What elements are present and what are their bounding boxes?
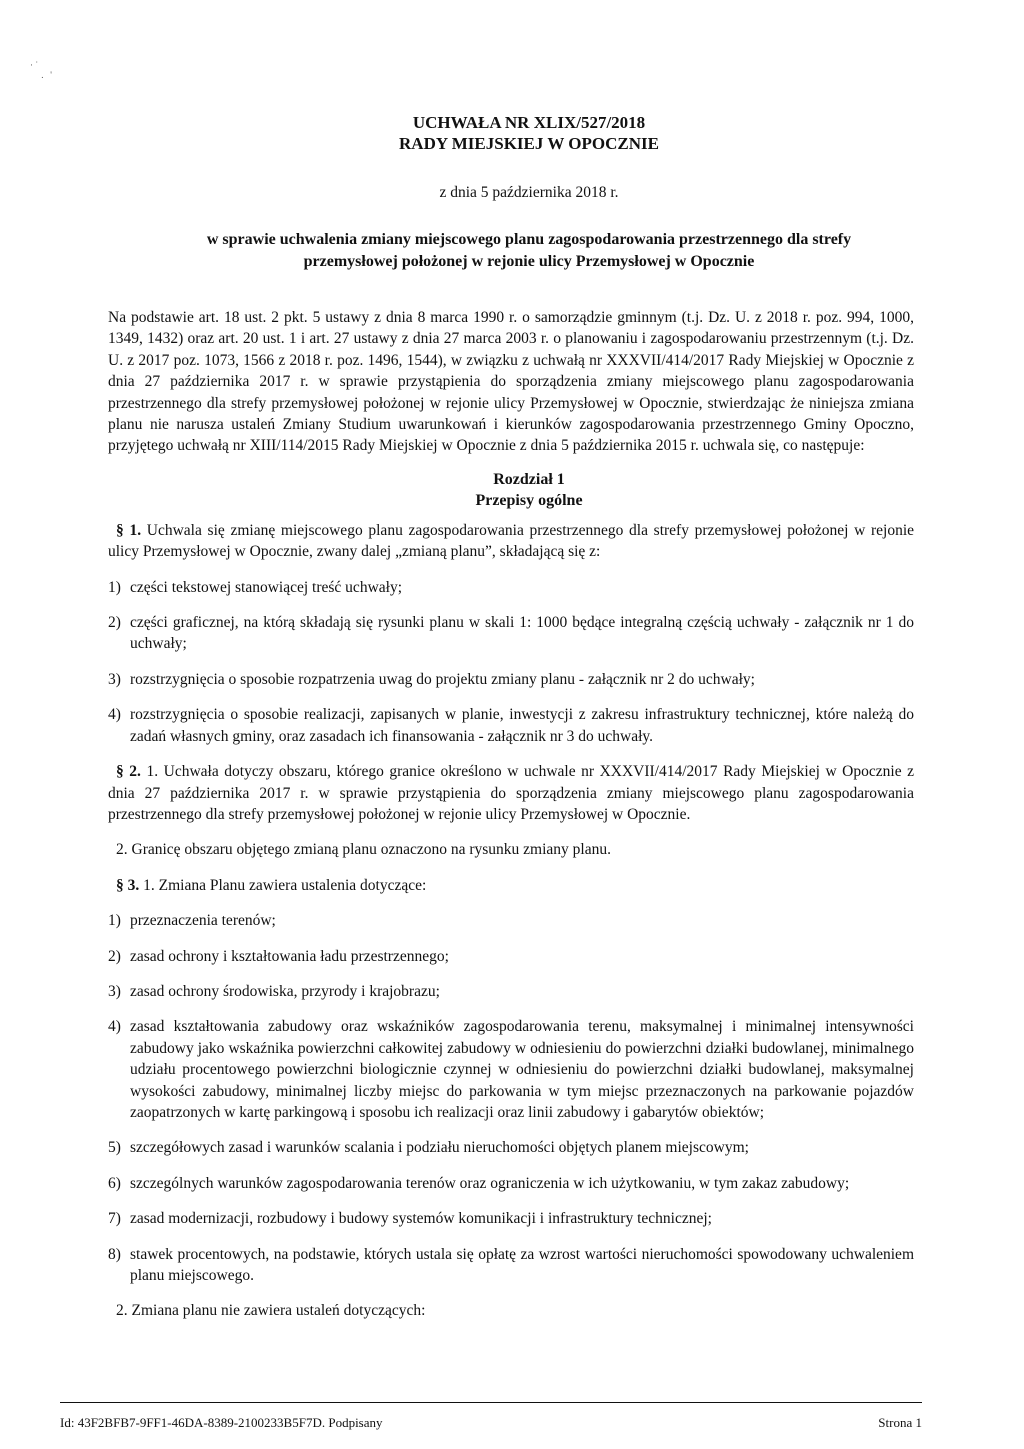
legal-basis-paragraph: Na podstawie art. 18 ust. 2 pkt. 5 ustawy z dnia 8 marca 1990 r. o samorządzie gminnym (t.j. Dz. U. z 2018 r. poz. 994, 1000, 1349, 1432) oraz art. 20 ust. 1 i art. 27 ustawy z dnia 27 marca 2003 r. o planowaniu i zagospodarowaniu przestrzennym (t.j. Dz. U. z 2017 poz. 1073, 1566 z 2018 r. poz. 1496, 1544), w związku z uchwałą nr XXXVII/414/2017 Rady Miejskiej w Opocznie z dnia 27 października 2017 r. w sprawie przystąpienia do sporządzenia zmiany miejscowego planu zagospodarowania przestrzennego dla strefy przemysłowej położonej w rejonie ulicy Przemysłowej w Opocznie, stwierdzając że niniejsza zmiana planu nie narusza ustaleń Zmiany Studium uwarunkowań i kierunków zagospodarowania przestrzennego Gminy Opoczno, przyjętego uchwałą nr XIII/114/2015 Rady Miejskiej w Opocznie z dnia 5 października 2015 r. uchwala się, co następuje: bbox=[108, 309, 914, 455]
chapter-label: Rozdział 1 bbox=[493, 470, 565, 488]
subject-line-2: przemysłowej położonej w rejonie ulicy Przemysłowej w Opocznie bbox=[303, 253, 755, 270]
section-1-text: Uchwala się zmianę miejscowego planu zagospodarowania przestrzennego dla strefy przemysłowej położonej w rejonie ulicy Przemysłowej w Opocznie, zwany dalej „zmianą planu”, składającą się z: bbox=[108, 521, 915, 561]
item-number: 2) bbox=[108, 614, 121, 632]
section-3-mark: § 3. bbox=[116, 876, 140, 894]
list-item bbox=[108, 704, 914, 747]
item-text: rozstrzygnięcia o sposobie realizacji, zapisanych w planie, inwestycji z zakresu infrastruktury technicznej, które należą do zadań własnych gminy, oraz zasadach ich finansowania - załącznik nr 3 do uchwały. bbox=[130, 706, 914, 745]
item-text: stawek procentowych, na podstawie, których ustala się opłatę za wzrost wartości nieruchomości spowodowany uchwaleniem planu miejscowego. bbox=[130, 1245, 914, 1284]
title-line-1: UCHWAŁA NR XLIX/527/2018 bbox=[412, 113, 646, 132]
item-number: 2) bbox=[108, 947, 121, 965]
item-number: 4) bbox=[108, 706, 121, 724]
chapter-heading bbox=[144, 469, 914, 511]
item-number: 4) bbox=[108, 1018, 121, 1036]
list-item bbox=[108, 981, 914, 1002]
item-text: części tekstowej stanowiącej treść uchwały; bbox=[130, 578, 402, 596]
document-page bbox=[108, 112, 914, 1322]
page-footer bbox=[60, 1402, 922, 1431]
resolution-date: z dnia 5 października 2018 r. bbox=[439, 184, 619, 201]
resolution-title bbox=[144, 112, 914, 154]
item-number: 8) bbox=[108, 1245, 121, 1263]
item-text: zasad ochrony i kształtowania ładu przestrzennego; bbox=[130, 947, 449, 965]
section-1-mark: § 1. bbox=[116, 521, 142, 539]
title-line-2: RADY MIEJSKIEJ W OPOCZNIE bbox=[399, 134, 659, 153]
document-id: Id: 43F2BFB7-9FF1-46DA-8389-2100233B5F7D. Podpisany bbox=[60, 1415, 383, 1430]
section-2-paragraph-1: 1. Uchwała dotyczy obszaru, którego granice określono w uchwale nr XXXVII/414/2017 Rady Miejskiej w Opocznie z dnia 27 października 2017 r. w sprawie przystąpienia do sporządzenia zmiany miejscowego planu zagospodarowania przestrzennego dla strefy przemysłowej położonej w rejonie ulicy Przemysłowej w Opocznie. bbox=[108, 763, 914, 823]
item-text: przeznaczenia terenów; bbox=[130, 912, 276, 930]
item-text: zasad ochrony środowiska, przyrody i krajobrazu; bbox=[130, 982, 440, 1000]
list-item bbox=[108, 669, 914, 690]
list-item bbox=[108, 1244, 914, 1287]
list-item bbox=[108, 1173, 914, 1194]
section-1-list bbox=[108, 577, 914, 747]
item-text: szczególnych warunków zagospodarowania terenów oraz ograniczenia w ich użytkowaniu, w tym zakaz zabudowy; bbox=[130, 1174, 850, 1192]
scan-specks: · ˙ . ' bbox=[30, 60, 52, 80]
item-number: 5) bbox=[108, 1139, 121, 1157]
item-number: 3) bbox=[108, 982, 121, 1000]
item-number: 6) bbox=[108, 1174, 121, 1192]
section-2 bbox=[108, 761, 914, 825]
section-2-paragraph-2: 2. Granicę obszaru objętego zmianą planu oznaczono na rysunku zmiany planu. bbox=[116, 841, 611, 859]
item-text: rozstrzygnięcia o sposobie rozpatrzenia uwag do projektu zmiany planu - załącznik nr 2 do uchwały; bbox=[130, 670, 755, 688]
list-item bbox=[108, 577, 914, 598]
item-number: 1) bbox=[108, 578, 121, 596]
item-text: części graficznej, na którą składają się rysunki planu w skali 1: 1000 będące integralną częścią uchwały - załącznik nr 1 do uchwały; bbox=[130, 614, 914, 653]
page-number: Strona 1 bbox=[878, 1415, 922, 1430]
item-number: 3) bbox=[108, 670, 121, 688]
resolution-subject bbox=[144, 229, 914, 273]
section-3 bbox=[108, 875, 914, 896]
list-item bbox=[108, 1137, 914, 1158]
item-number: 7) bbox=[108, 1210, 121, 1228]
section-3-list bbox=[108, 910, 914, 1286]
section-1 bbox=[108, 520, 914, 563]
subject-line-1: w sprawie uchwalenia zmiany miejscowego planu zagospodarowania przestrzennego dla strefy bbox=[206, 231, 852, 248]
item-number: 1) bbox=[108, 912, 121, 930]
section-3-paragraph-2: 2. Zmiana planu nie zawiera ustaleń dotyczących: bbox=[116, 1302, 426, 1320]
section-2-mark: § 2. bbox=[116, 763, 141, 781]
item-text: zasad modernizacji, rozbudowy i budowy systemów komunikacji i infrastruktury technicznej; bbox=[130, 1210, 712, 1228]
item-text: szczegółowych zasad i warunków scalania i podziału nieruchomości objętych planem miejscowym; bbox=[130, 1139, 749, 1157]
list-item bbox=[108, 946, 914, 967]
list-item bbox=[108, 1016, 914, 1123]
list-item bbox=[108, 910, 914, 931]
list-item bbox=[108, 1208, 914, 1229]
list-item bbox=[108, 612, 914, 655]
section-3-paragraph-1: 1. Zmiana Planu zawiera ustalenia dotyczące: bbox=[143, 876, 427, 894]
item-text: zasad kształtowania zabudowy oraz wskaźników zagospodarowania terenu, maksymalnej i minimalnej intensywności zabudowy jako wskaźnika powierzchni całkowitej zabudowy w odniesieniu do powierzchni działki budowlanej, minimalnego udziału procentowego powierzchni biologicznie czynnej w odniesieniu do powierzchni działki budowlanej, maksymalnej wysokości zabudowy, minimalnej liczby miejsc do parkowania w tym miejsc przeznaczonych na parkowanie pojazdów zaopatrzonych w kartę parkingową i sposobu ich realizacji oraz linii zabudowy i gabarytów obiektów; bbox=[130, 1018, 914, 1121]
chapter-title: Przepisy ogólne bbox=[475, 491, 583, 509]
